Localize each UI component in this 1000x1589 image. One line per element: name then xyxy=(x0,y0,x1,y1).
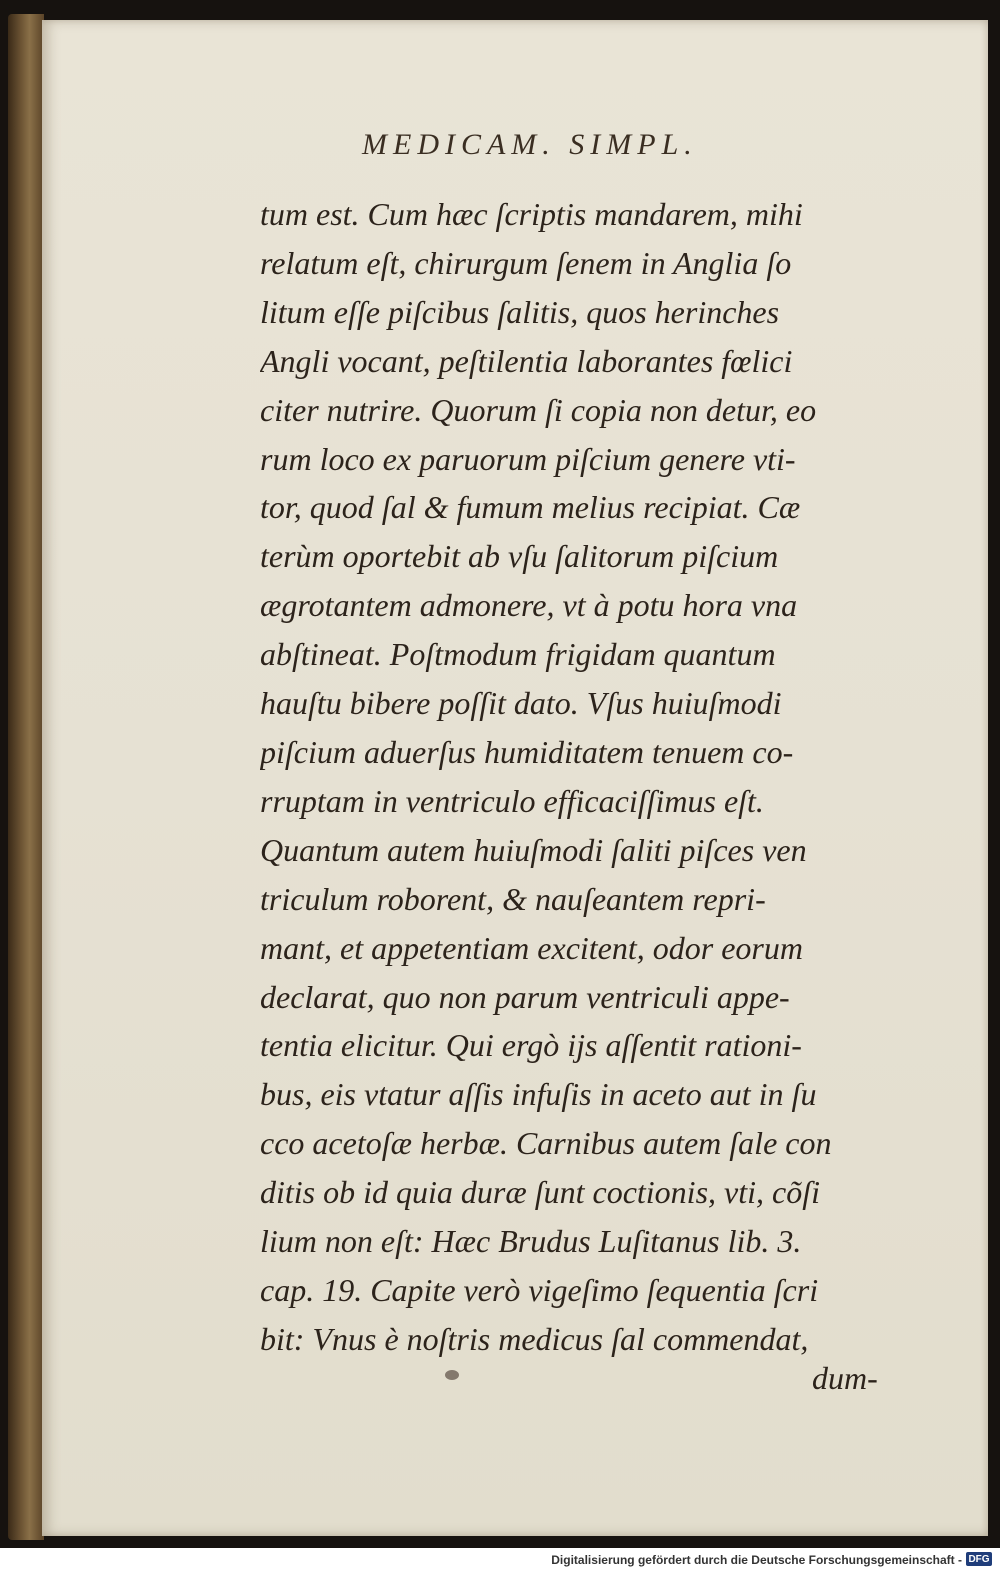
text-line: tum est. Cum hæc ſcriptis mandarem, mihi xyxy=(260,196,803,232)
text-line: cap. 19. Capite verò vigeſimo ſequentia ſcri xyxy=(260,1271,819,1308)
body-text xyxy=(260,190,910,1364)
running-head: MEDICAM. SIMPL. xyxy=(362,128,698,161)
text-line: ægrotantem admonere, vt à potu hora vna xyxy=(260,587,798,624)
text-line: relatum eſt, chirurgum ſenem in Anglia ſo xyxy=(260,244,792,281)
catchword: dum- xyxy=(812,1360,878,1396)
dfg-logo: DFG xyxy=(966,1552,992,1566)
text-line: declarat, quo non parum ventriculi appe- xyxy=(260,978,790,1015)
text-line: ditis ob id quia duræ ſunt coctionis, vti, cõſi xyxy=(260,1174,820,1211)
text-line: tentia elicitur. Qui ergò ijs aſſentit rationi- xyxy=(260,1027,802,1064)
text-line: cco acetoſæ herbæ. Carnibus autem ſale con xyxy=(260,1125,832,1162)
text-line: bit: Vnus è noſtris medicus ſal commendat, xyxy=(260,1320,809,1357)
text-line: bus, eis vtatur aſſis infuſis in aceto aut in ſu xyxy=(260,1076,817,1113)
digitization-credit: Digitalisierung gefördert durch die Deutsche Forschungsgemeinschaft - xyxy=(551,1553,962,1567)
text-line: abſtineat. Poſtmodum frigidam quantum xyxy=(260,636,776,673)
text-line: litum eſſe piſcibus ſalitis, quos herinches xyxy=(260,293,780,330)
text-line: rruptam in ventriculo efficaciſſimus eſt. xyxy=(260,782,764,819)
text-line: lium non eſt: Hæc Brudus Luſitanus lib. 3. xyxy=(260,1223,802,1260)
book-spine-edge xyxy=(8,14,44,1540)
text-line: Angli vocant, peſtilentia laborantes fœlici xyxy=(260,342,793,379)
text-line: citer nutrire. Quorum ſi copia non detur, eo xyxy=(260,391,817,428)
text-line: piſcium aduerſus humiditatem tenuem co- xyxy=(260,733,794,770)
text-line: triculum roborent, & nauſeantem repri- xyxy=(260,880,766,917)
text-line: Quantum autem huiuſmodi ſaliti piſces ven xyxy=(260,831,807,868)
text-line: mant, et appetentiam excitent, odor eorum xyxy=(260,929,803,966)
text-line: hauſtu bibere poſſit dato. Vſus huiuſmodi xyxy=(260,685,782,722)
text-line: rum loco ex paruorum piſcium genere vti- xyxy=(260,440,796,477)
ink-stain xyxy=(445,1370,459,1380)
text-line: tor, quod ſal & fumum melius recipiat. Cæ xyxy=(260,489,801,526)
text-line: terùm oportebit ab vſu ſalitorum piſcium xyxy=(260,538,779,575)
